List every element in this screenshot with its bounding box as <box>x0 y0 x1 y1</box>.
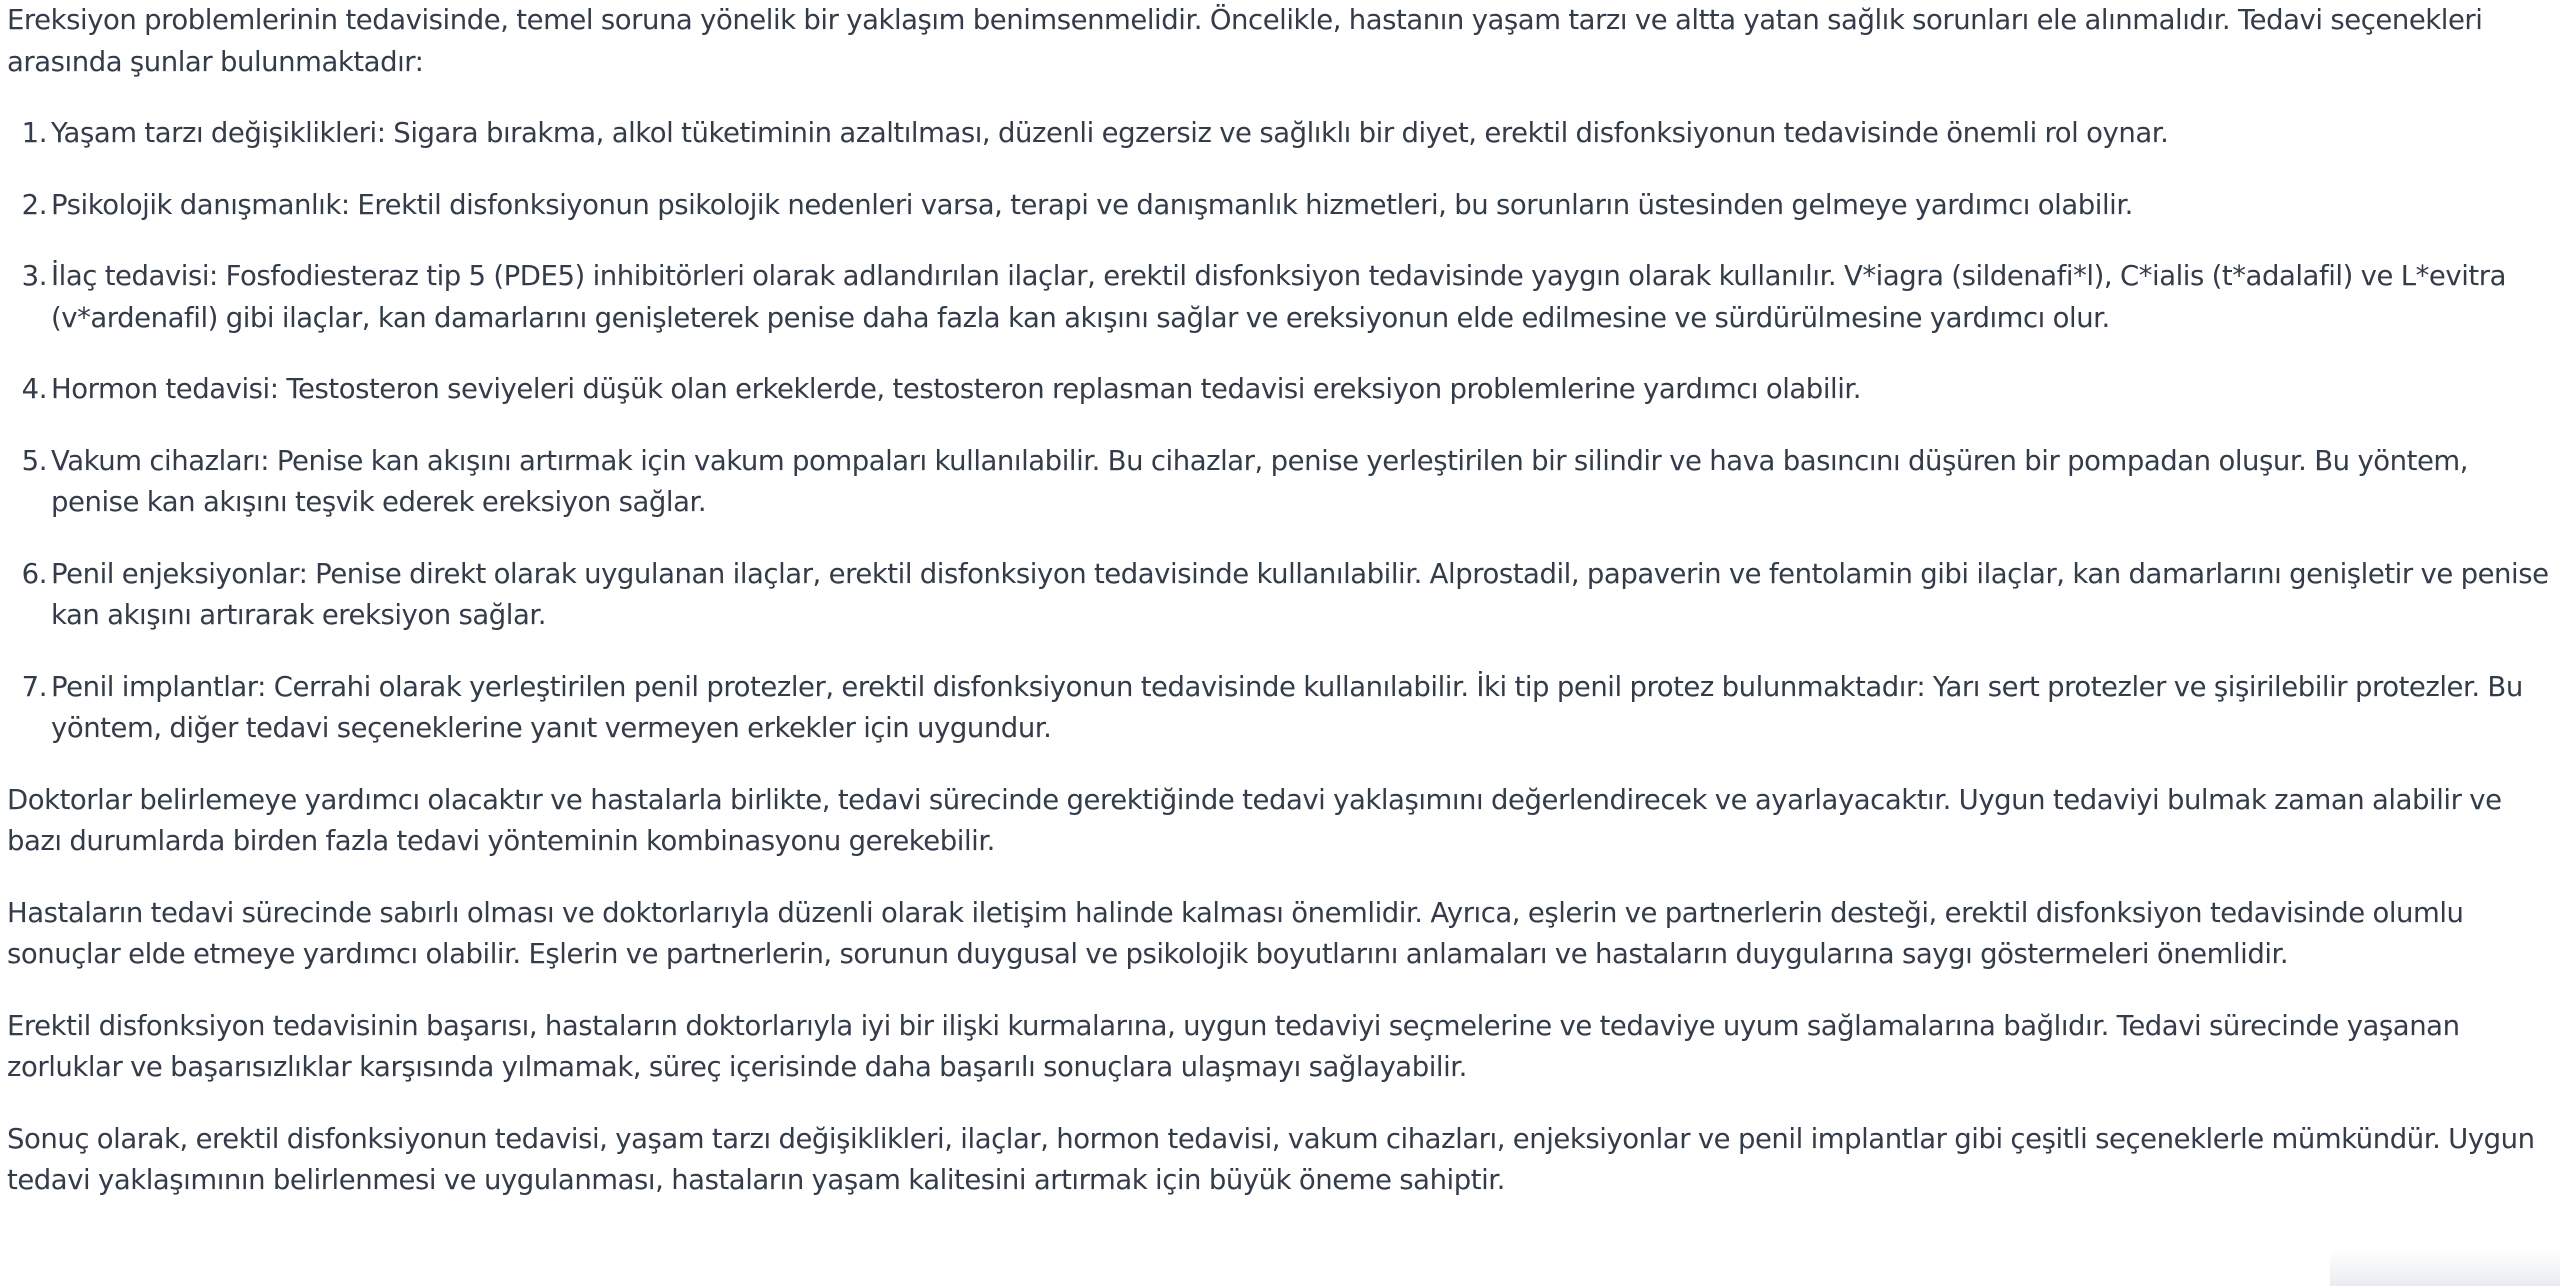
list-item-number: 4 . <box>7 369 47 411</box>
list-item-number: 5 . <box>7 441 47 483</box>
list-item-number: 2 . <box>7 185 47 227</box>
list-item <box>21 113 2557 155</box>
list-item <box>21 369 2557 411</box>
list-item <box>21 667 2557 750</box>
list-item-number: 3 . <box>7 256 47 298</box>
body-paragraph: Erektil disfonksiyon tedavisinin başarısı, hastaların doktorlarıyla iyi bir ilişki kurmalarına, uygun tedaviyi seçmelerine ve tedaviye uyum sağlamalarına bağlıdır. Tedavi sürecinde yaşanan zorluklar ve başarısızlıklar karşısında yılmamak, süreç içerisinde daha başarılı sonuçlara ulaşmayı sağlayabilir. <box>7 1009 2460 1083</box>
conclusion-paragraph: Sonuç olarak, erektil disfonksiyonun tedavisi, yaşam tarzı değişiklikleri, ilaçlar, hormon tedavisi, vakum cihazları, enjeksiyonlar ve penil implantlar gibi çeşitli seçeneklerle mümkündür. Uygun tedavi yaklaşımının belirlenmesi ve uygulanması, hastaların yaşam kalitesini artırmak için büyük öneme sahiptir. <box>7 1122 2535 1196</box>
list-item-number: 1 . <box>7 113 47 155</box>
body-paragraph: Hastaların tedavi sürecinde sabırlı olması ve doktorlarıyla düzenli olarak iletişim halinde kalması önemlidir. Ayrıca, eşlerin ve partnerlerin desteği, erektil disfonksiyon tedavisinde olumlu sonuçlar elde etmeye yardımcı olabilir. Eşlerin ve partnerlerin, sorunun duygusal ve psikolojik boyutlarını anlamaları ve hastaların duygularına saygı göstermeleri önemlidir. <box>7 896 2464 970</box>
list-item-number: 6 . <box>7 554 47 596</box>
list-item-text: Vakum cihazları: Penise kan akışını artırmak için vakum pompaları kullanılabilir. Bu cihazlar, penise yerleştirilen bir silindir ve hava basıncını düşüren bir pompadan oluşur. Bu yöntem, penise kan akışını teşvik ederek ereksiyon sağlar. <box>51 444 2469 518</box>
list-item-text: Penil enjeksiyonlar: Penise direkt olarak uygulanan ilaçlar, erektil disfonksiyon tedavisinde kullanılabilir. Alprostadil, papaverin ve fentolamin gibi ilaçlar, kan damarlarını genişletir ve penise kan akışını artırarak ereksiyon sağlar. <box>51 557 2549 631</box>
treatment-options-list <box>7 113 2557 750</box>
list-item-text: Yaşam tarzı değişiklikleri: Sigara bırakma, alkol tüketiminin azaltılması, düzenli egzersiz ve sağlıklı bir diyet, erektil disfonksiyonun tedavisinde önemli rol oynar. <box>51 117 2169 149</box>
list-item-text: Psikolojik danışmanlık: Erektil disfonksiyonun psikolojik nedenleri varsa, terapi ve danışmanlık hizmetleri, bu sorunların üstesinden gelmeye yardımcı olabilir. <box>51 188 2133 221</box>
list-item-text: Penil implantlar: Cerrahi olarak yerleştirilen penil protezler, erektil disfonksiyonun tedavisinde kullanılabilir. İki tip penil protez bulunmaktadır: Yarı sert protezler ve şişirilebilir protezler. Bu yöntem, diğer tedavi seçeneklerine yanıt vermeyen erkekler için uygundur. <box>51 670 2523 744</box>
list-item-text: Hormon tedavisi: Testosteron seviyeleri düşük olan erkeklerde, testosteron replasman tedavisi ereksiyon problemlerine yardımcı olabilir. <box>51 373 1862 405</box>
list-item <box>21 554 2557 637</box>
list-item <box>21 256 2557 339</box>
intro-paragraph: Ereksiyon problemlerinin tedavisinde, temel soruna yönelik bir yaklaşım benimsenmelidir. Öncelikle, hastanın yaşam tarzı ve altta yatan sağlık sorunları ele alınmalıdır. Tedavi seçenekleri arasında şunlar bulunmaktadır: <box>7 4 2483 78</box>
body-paragraph: Doktorlar belirlemeye yardımcı olacaktır ve hastalarla birlikte, tedavi sürecinde gerektiğinde tedavi yaklaşımını değerlendirecek ve ayarlayacaktır. Uygun tedaviyi bulmak zaman alabilir ve bazı durumlarda birden fazla tedavi yönteminin kombinasyonu gerekebilir. <box>7 783 2502 857</box>
list-item-text: İlaç tedavisi: Fosfodiesteraz tip 5 (PDE5) inhibitörleri olarak adlandırılan ilaçlar, erektil disfonksiyon tedavisinde yaygın olarak kullanılır. V*iagra (sildenafi*l), C*ialis (t*adalafil) ve L*evitra (v*ardenafil) gibi ilaçlar, kan damarlarını genişleterek penise daha fazla kan akışını sağlar ve ereksiyonun elde edilmesine ve sürdürülmesine yardımcı olur. <box>51 260 2506 334</box>
article-body <box>7 0 2557 1202</box>
list-item-number: 7 . <box>7 667 47 709</box>
bottom-fade-overlay <box>2330 1250 2560 1286</box>
list-item <box>21 441 2557 524</box>
list-item <box>21 185 2557 227</box>
